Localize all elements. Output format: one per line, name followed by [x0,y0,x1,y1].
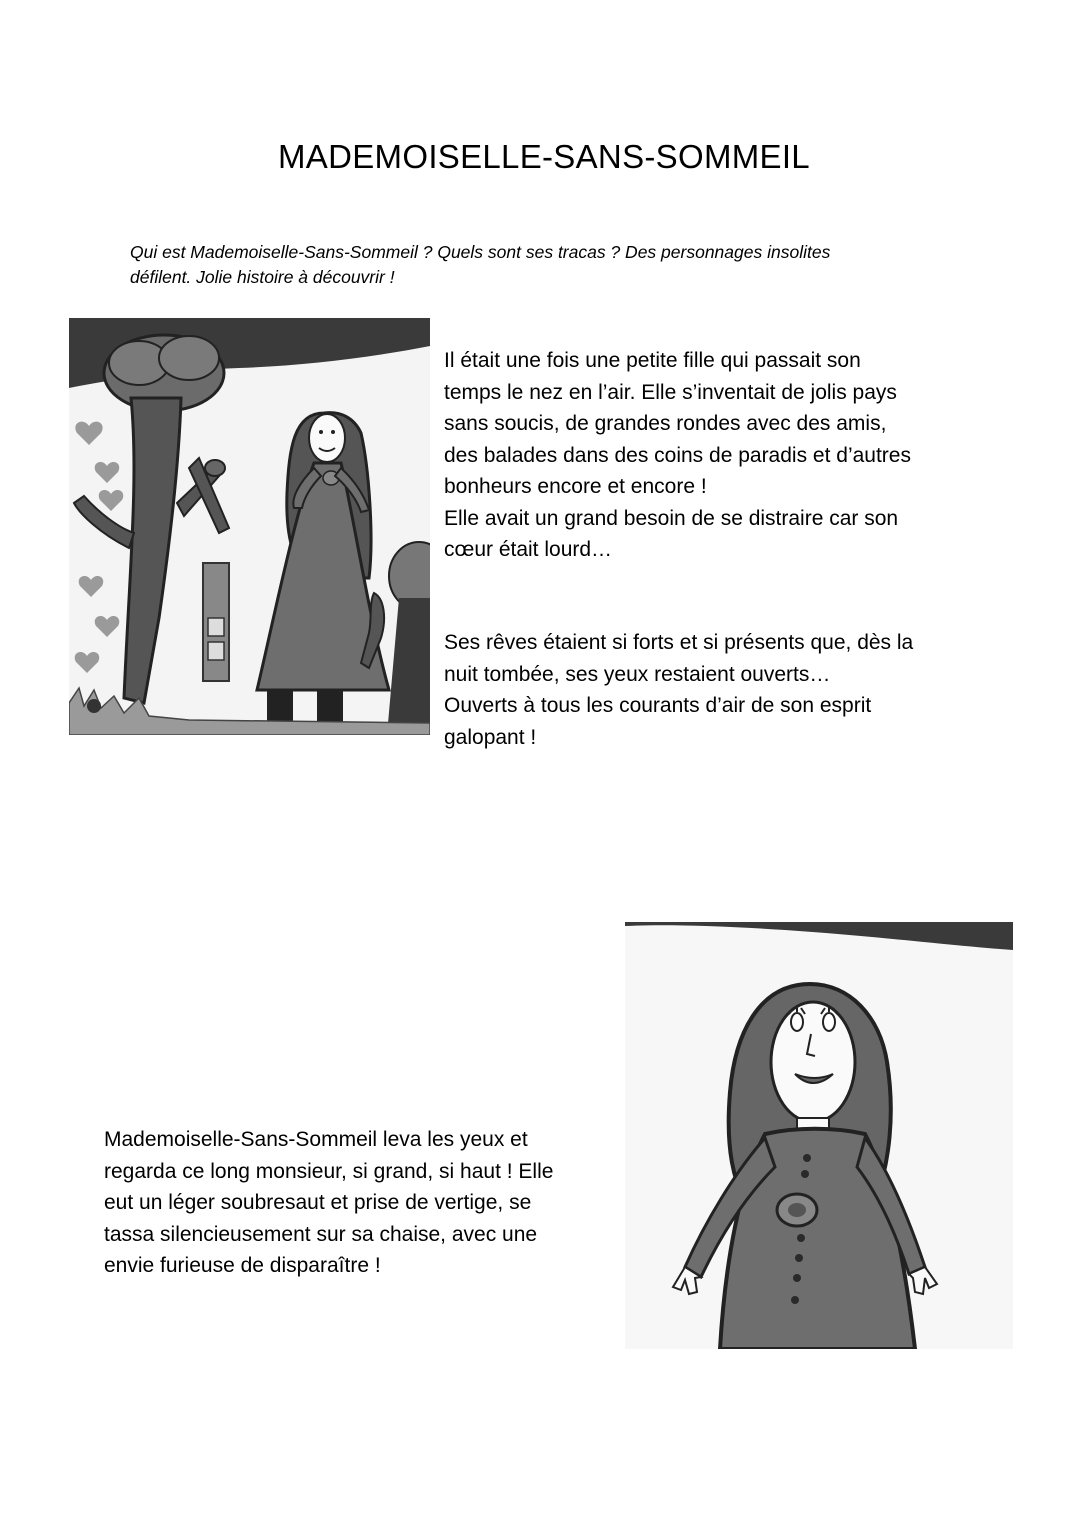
intro-text [130,240,940,290]
paragraph-line: regarda ce long monsieur, si grand, si haut ! Elle [104,1159,554,1183]
paragraph-line: Il était une fois une petite fille qui passait son [444,349,861,372]
paragraph-line: bonheurs encore et encore ! [444,475,707,498]
story-paragraph-3 [104,1124,604,1282]
paragraph-line: Elle avait un grand besoin de se distraire car son [444,506,899,530]
paragraph-line: tassa silencieusement sur sa chaise, avec une [104,1222,538,1246]
paragraph-line: envie furieuse de disparaître ! [104,1254,381,1277]
paragraph-line: des balades dans des coins de paradis et d’autres [444,443,911,467]
paragraph-line: eut un léger soubresaut et prise de vertige, se [104,1191,532,1214]
paragraph-line: cœur était lourd… [444,538,613,561]
intro-line: Qui est Mademoiselle-Sans-Sommeil ? Quels sont ses tracas ? Des personnages insolites [130,242,831,262]
paragraph-line: Mademoiselle-Sans-Sommeil leva les yeux et [104,1128,528,1151]
paragraph-line: sans soucis, de grandes rondes avec des amis, [444,412,887,435]
paragraph-line: Ses rêves étaient si forts et si présents que, dès la [444,631,914,654]
story-paragraph-1 [444,345,984,566]
paragraph-line: Ouverts à tous les courants d’air de son esprit [444,694,872,717]
paragraph-line: galopant ! [444,725,537,749]
paragraph-line: nuit tombée, ses yeux restaient ouverts… [444,662,831,686]
paragraph-line: temps le nez en l’air. Elle s’inventait de jolis pays [444,380,897,404]
girl-with-tree-drawing [69,318,430,735]
intro-line: défilent. Jolie histoire à découvrir ! [130,267,395,287]
page-title: MADEMOISELLE-SANS-SOMMEIL [278,138,810,175]
story-paragraph-2 [444,627,984,753]
girl-portrait-drawing [625,922,1013,1349]
